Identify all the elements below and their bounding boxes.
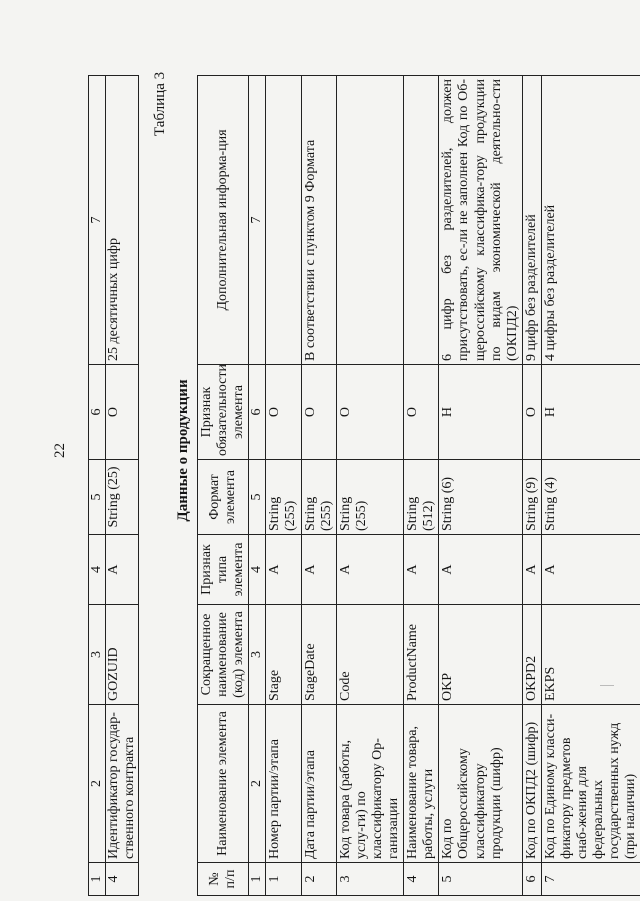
- element-format: String (9): [522, 460, 541, 535]
- element-info: 25 десятичных цифр: [106, 76, 139, 365]
- row-number: 7: [541, 863, 640, 896]
- element-info: [404, 76, 439, 365]
- header-cell: Наименование элемента: [198, 705, 249, 863]
- column-number: 7: [249, 76, 266, 365]
- element-type: А: [266, 535, 301, 605]
- element-format: String (25): [106, 460, 139, 535]
- element-required: Н: [439, 365, 522, 460]
- element-info: В соответствии с пунктом 9 Формата: [301, 76, 336, 365]
- element-format: String (4): [541, 460, 640, 535]
- element-name: Код по ОКПД2 (шифр): [522, 705, 541, 863]
- element-code: EKPS: [541, 605, 640, 705]
- element-name: Наименование товара, работы, услуги: [404, 705, 439, 863]
- section-title: Данные о продукции: [175, 379, 191, 522]
- table-row: [336, 76, 403, 896]
- table-row: [522, 76, 541, 896]
- row-number: 4: [404, 863, 439, 896]
- element-type: А: [336, 535, 403, 605]
- element-info: 6 цифр без разделителей, должен присутствовать, ес-ли не заполнен Код по Об-щероссийскому классифика-тору продукции по видам экономической деятельно-сти (ОКПД2): [439, 76, 522, 365]
- element-code: ProductName: [404, 605, 439, 705]
- element-name: Код по Единому класси-фикатору предметов снаб-жения для федеральных государственных нужд (при наличии): [541, 705, 640, 863]
- element-type: А: [301, 535, 336, 605]
- column-number: 5: [249, 460, 266, 535]
- table-row: [266, 76, 301, 896]
- element-required: О: [522, 365, 541, 460]
- element-required: О: [404, 365, 439, 460]
- element-info: 4 цифры без разделителей: [541, 76, 640, 365]
- element-name: Идентификатор государ-ственного контракта: [106, 705, 139, 863]
- row-number: 4: [106, 863, 139, 896]
- element-info: [336, 76, 403, 365]
- row-number: 6: [522, 863, 541, 896]
- element-name: Дата партии/этапа: [301, 705, 336, 863]
- column-number: 2: [249, 705, 266, 863]
- products-table: [197, 75, 640, 896]
- element-name: Номер партии/этапа: [266, 705, 301, 863]
- header-cell: Сокращенное наименование (код) элемента: [198, 605, 249, 705]
- element-code: GOZUID: [106, 605, 139, 705]
- column-number: 4: [89, 535, 106, 605]
- element-type: А: [541, 535, 640, 605]
- column-number: 6: [89, 365, 106, 460]
- header-cell: Признак типа элемента: [198, 535, 249, 605]
- row-number: 1: [266, 863, 301, 896]
- element-format: String (6): [439, 460, 522, 535]
- table-row: [404, 76, 439, 896]
- element-info: [266, 76, 301, 365]
- element-code: Stage: [266, 605, 301, 705]
- table-row: [439, 76, 522, 896]
- element-required: О: [266, 365, 301, 460]
- row-number: 5: [439, 863, 522, 896]
- header-cell: № п/п: [198, 863, 249, 896]
- table-caption: Таблица 3: [152, 71, 168, 136]
- header-row: [198, 76, 249, 896]
- scan-mark: [600, 685, 614, 686]
- column-number: 5: [89, 460, 106, 535]
- element-code: OKPD2: [522, 605, 541, 705]
- header-cell: Формат элемента: [198, 460, 249, 535]
- element-type: А: [106, 535, 139, 605]
- element-name: Код по Общероссийскому классификатору продукции (шифр): [439, 705, 522, 863]
- element-required: Н: [541, 365, 640, 460]
- table-row: [106, 76, 139, 896]
- element-format: String (255): [336, 460, 403, 535]
- element-type: А: [439, 535, 522, 605]
- column-number: 7: [89, 76, 106, 365]
- column-number: 6: [249, 365, 266, 460]
- column-number: 3: [89, 605, 106, 705]
- element-required: О: [106, 365, 139, 460]
- table-row: [301, 76, 336, 896]
- row-number: 2: [301, 863, 336, 896]
- column-number-row: [89, 76, 106, 896]
- element-info: 9 цифр без разделителей: [522, 76, 541, 365]
- table-row: [541, 76, 640, 896]
- element-name: Код товара (работы, услу-ги) по классификатору Ор-ганизации: [336, 705, 403, 863]
- header-cell: Дополнительная информа-ция: [198, 76, 249, 365]
- page-number: 22: [52, 443, 68, 458]
- header-cell: Признак обязательности элемента: [198, 365, 249, 460]
- element-code: Code: [336, 605, 403, 705]
- column-number: 1: [249, 863, 266, 896]
- element-code: StageDate: [301, 605, 336, 705]
- column-number: 4: [249, 535, 266, 605]
- column-number-row: [249, 76, 266, 896]
- element-format: String (255): [266, 460, 301, 535]
- row-number: 3: [336, 863, 403, 896]
- element-format: String (512): [404, 460, 439, 535]
- column-number: 2: [89, 705, 106, 863]
- element-format: String (255): [301, 460, 336, 535]
- element-type: А: [404, 535, 439, 605]
- element-code: OKP: [439, 605, 522, 705]
- column-number: 1: [89, 863, 106, 896]
- element-required: О: [301, 365, 336, 460]
- column-number: 3: [249, 605, 266, 705]
- element-required: О: [336, 365, 403, 460]
- continuation-table: [88, 75, 139, 896]
- element-type: А: [522, 535, 541, 605]
